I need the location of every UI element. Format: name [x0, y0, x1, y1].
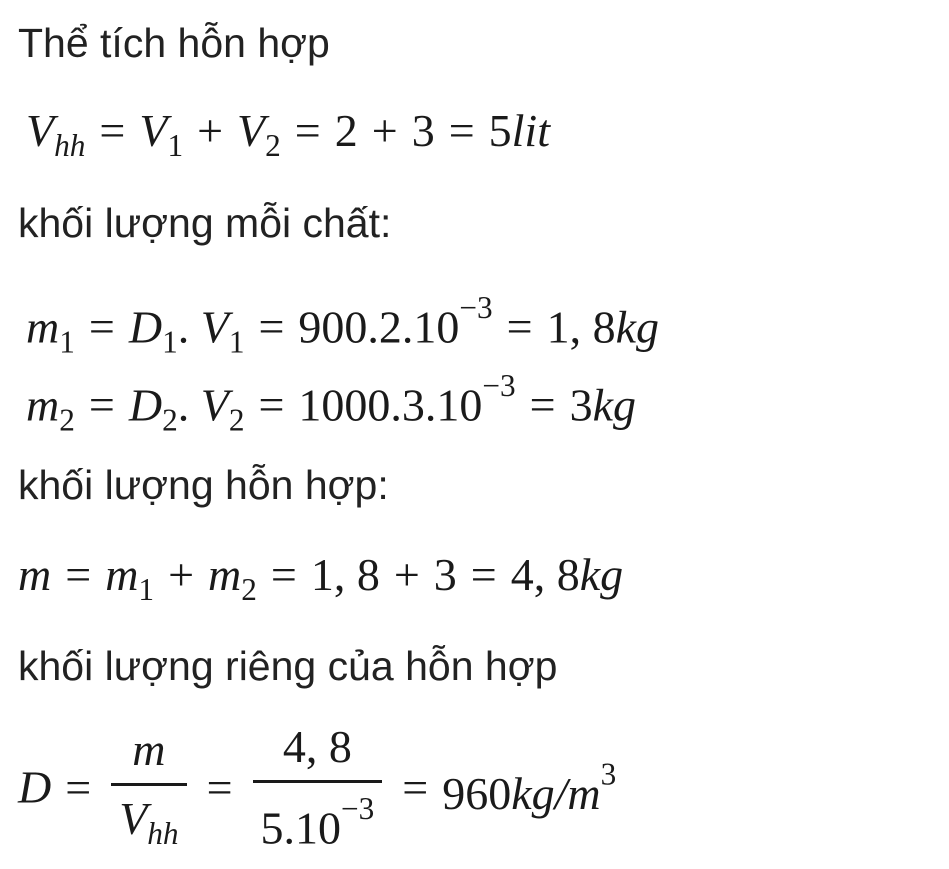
m2-unit: kg	[592, 379, 637, 431]
equation-volume	[26, 105, 550, 163]
equals-sign: =	[88, 379, 115, 431]
d2-symbol: D	[128, 379, 163, 431]
fraction-denominator	[111, 786, 186, 849]
d2-subscript: 2	[162, 402, 178, 438]
m2-symbol: m	[208, 549, 242, 600]
fraction-numerator	[111, 723, 186, 786]
heading-volume: Thể tích hỗn hợp	[18, 20, 330, 66]
volume-b: 3	[411, 105, 435, 156]
equals-sign: =	[270, 549, 297, 600]
v-hh-subscript: hh	[54, 128, 86, 163]
m-symbol: m	[132, 723, 166, 775]
volume-a: 2	[334, 105, 358, 156]
m2-exponent: −3	[482, 368, 516, 403]
m-symbol: m	[18, 549, 52, 600]
d-symbol: D	[18, 761, 52, 813]
m2-symbol: m	[26, 379, 60, 431]
equation-m2	[26, 370, 636, 436]
equals-sign: =	[470, 549, 497, 600]
m1-symbol: m	[26, 301, 60, 353]
mass-value: 4, 8	[282, 721, 352, 772]
volume-exponent: −3	[341, 791, 375, 826]
plus-sign: +	[371, 105, 398, 156]
volume-unit: lit	[511, 105, 550, 156]
m1-symbol: m	[105, 549, 139, 600]
fraction-values	[253, 721, 383, 854]
density-unit-exponent: 3	[600, 756, 617, 792]
v1-symbol: V	[200, 301, 229, 353]
equals-sign: =	[258, 301, 285, 353]
mass-unit: kg	[579, 549, 624, 600]
equals-sign: =	[402, 761, 429, 813]
v-hh-symbol: V	[119, 792, 148, 844]
fraction-denominator	[253, 783, 383, 854]
d1-symbol: D	[128, 301, 163, 353]
m1-value: 900.2.10	[298, 301, 460, 353]
equals-sign: =	[506, 301, 533, 353]
fraction-m-over-vhh	[111, 723, 186, 851]
m1-subscript: 1	[138, 572, 155, 607]
heading-mixture-mass: khối lượng hỗn hợp:	[18, 462, 389, 508]
equation-m1	[26, 292, 659, 358]
v2-subscript: 2	[265, 128, 281, 163]
equals-sign: =	[258, 379, 285, 431]
equals-sign: =	[65, 549, 92, 600]
equals-sign: =	[448, 105, 475, 156]
dot-operator: .	[177, 301, 190, 353]
density-result-group	[442, 756, 617, 819]
m1-subscript: 1	[59, 324, 75, 360]
equals-sign: =	[65, 761, 92, 813]
volume-value: 5.10	[260, 802, 342, 854]
equals-sign: =	[88, 301, 115, 353]
v-hh-symbol: V	[26, 105, 55, 156]
v1-symbol: V	[139, 105, 168, 156]
heading-component-mass: khối lượng mỗi chất:	[18, 200, 392, 246]
fraction-numerator	[253, 721, 383, 783]
mass-result: 4, 8	[510, 549, 580, 600]
plus-sign: +	[168, 549, 195, 600]
dot-operator: .	[177, 379, 190, 431]
m1-exponent: −3	[459, 290, 493, 325]
plus-sign: +	[197, 105, 224, 156]
m2-subscript: 2	[241, 572, 257, 607]
v1-subscript: 1	[228, 324, 245, 360]
m1-unit: kg	[615, 301, 660, 353]
equals-sign: =	[99, 105, 126, 156]
equals-sign: =	[529, 379, 556, 431]
m1-result: 1, 8	[546, 301, 616, 353]
m2-subscript: 2	[59, 402, 75, 438]
equals-sign: =	[206, 761, 233, 813]
density-unit: kg/m	[511, 767, 601, 819]
density-result: 960	[442, 767, 512, 819]
plus-sign: +	[393, 549, 420, 600]
m2-result: 3	[569, 379, 593, 431]
equals-sign: =	[294, 105, 321, 156]
mass-b: 3	[433, 549, 457, 600]
v-hh-subscript: hh	[147, 815, 179, 851]
v2-symbol: V	[237, 105, 266, 156]
equation-density	[18, 721, 617, 854]
equation-total-mass	[18, 549, 624, 607]
v2-subscript: 2	[228, 402, 245, 438]
mass-a: 1, 8	[310, 549, 380, 600]
d1-subscript: 1	[162, 324, 178, 360]
v2-symbol: V	[200, 379, 229, 431]
v1-subscript: 1	[167, 128, 184, 163]
m2-value: 1000.3.10	[298, 379, 483, 431]
volume-result: 5	[488, 105, 512, 156]
heading-mixture-density: khối lượng riêng của hỗn hợp	[18, 643, 558, 689]
